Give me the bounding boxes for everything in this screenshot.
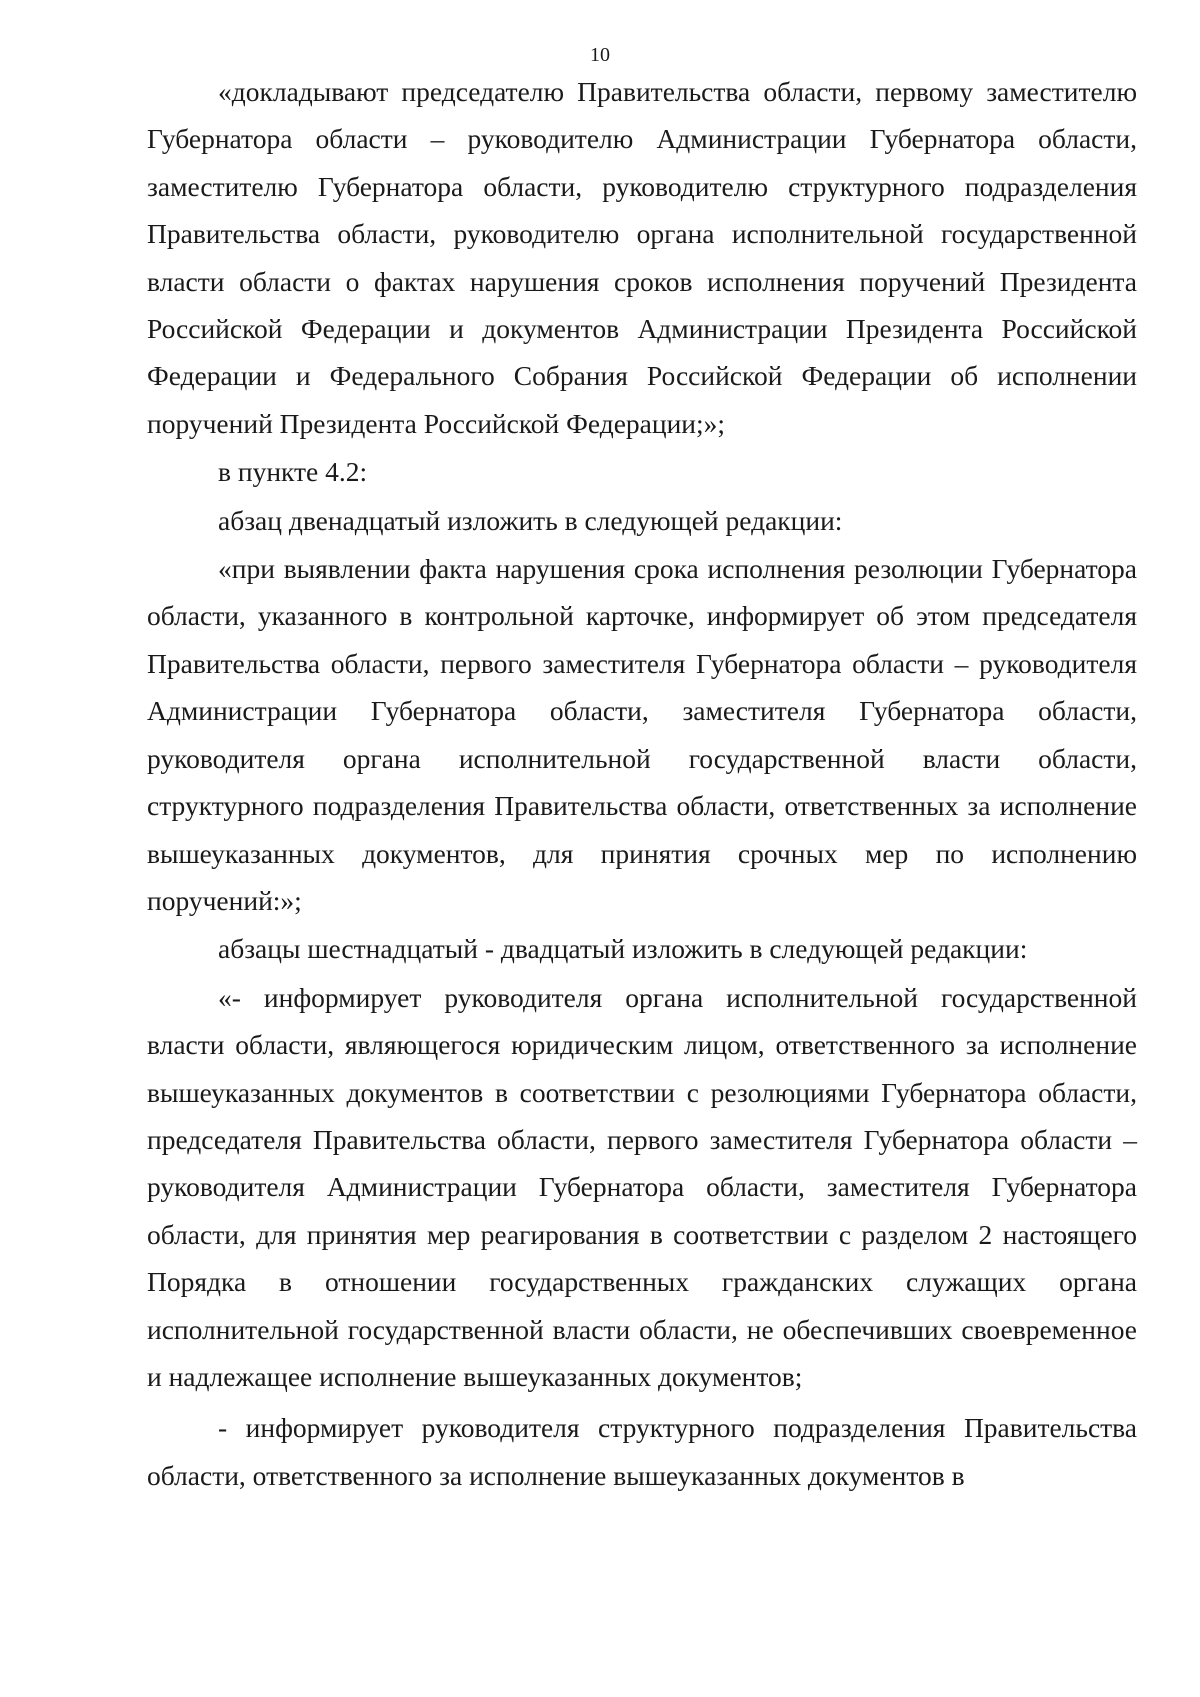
paragraph-twelfth-intro: абзац двенадцатый изложить в следующей редакции: xyxy=(218,504,843,536)
paragraph-inform-executive-head: «- информирует руководителя органа исполнительной государственной власти области, являющегося юридическим лицом, ответственного за исполнение вышеуказанных документов в соответствии с резолюциями Губернатора области, председателя Правительства области, первого заместителя Губернатора области – руководителя Администрации Губернатора области, заместителя Губернатора области, для принятия мер реагирования в соответствии с разделом 2 настоящего Порядка в отношении государственных гражданских служащих органа исполнительной государственной власти области, не обеспечивших своевременное и надлежащее исполнение вышеуказанных документов; xyxy=(147,981,1137,1392)
document-body xyxy=(147,68,1137,1499)
paragraph-sixteenth-intro: абзацы шестнадцатый - двадцатый изложить в следующей редакции: xyxy=(218,933,1028,965)
paragraph-clause-4-2: в пункте 4.2: xyxy=(218,456,368,488)
paragraph-twelfth-text: «при выявлении факта нарушения срока исполнения резолюции Губернатора области, указанного в контрольной карточке, информирует об этом председателя Правительства области, первого заместителя Губернатора области – руководителя Администрации Губернатора области, заместителя Губернатора области, руководителя органа исполнительной государственной власти области, структурного подразделения Правительства области, ответственных за исполнение вышеуказанных документов, для принятия срочных мер по исполнению поручений:»; xyxy=(147,553,1137,916)
paragraph-reporting-duties: «докладывают председателю Правительства области, первому заместителю Губернатора области – руководителю Администрации Губернатора области, заместителю Губернатора области, руководителю структурного подразделения Правительства области, руководителю органа исполнительной государственной власти области о фактах нарушения сроков исполнения поручений Президента Российской Федерации и документов Администрации Президента Российской Федерации и Федерального Собрания Российской Федерации об исполнении поручений Президента Российской Федерации;»; xyxy=(147,76,1137,439)
paragraph-inform-structural-head: - информирует руководителя структурного подразделения Правительства области, ответственного за исполнение вышеуказанных документов в xyxy=(147,1412,1137,1491)
page-number: 10 xyxy=(590,44,610,66)
